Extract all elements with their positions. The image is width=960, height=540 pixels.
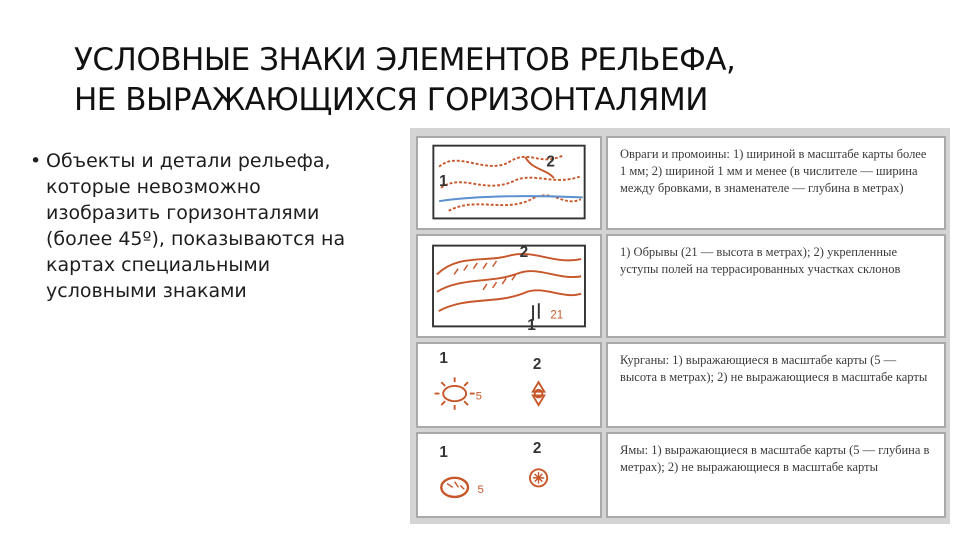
cliff-label-1: 1 [527, 317, 536, 335]
bullet-line: которые невозможно [46, 176, 261, 198]
bullet-line: (более 45º), показываются на [46, 228, 346, 250]
mound-description: Курганы: 1) выражающиеся в масштабе карты (5 — высота в метрах); 2) не выражающиеся в масштабе карты [606, 342, 946, 428]
mound-label-1: 1 [439, 350, 448, 368]
cliff-symbol-icon [418, 236, 600, 336]
pit-depth-label: 5 [477, 484, 484, 497]
cliff-symbol-image [416, 234, 602, 338]
pit-description: Ямы: 1) выражающиеся в масштабе карты (5 — глубина в метрах); 2) не выражающиеся в масштабе карты [606, 432, 946, 518]
bullet-line: условными знаками [46, 280, 247, 302]
ravine-label-1: 1 [439, 172, 448, 190]
relief-legend-table [410, 128, 950, 524]
bullet-paragraph [30, 148, 420, 304]
bullet-line: изобразить горизонталями [46, 202, 320, 224]
ravine-symbol-icon [418, 138, 600, 228]
slide-title-line-2: НЕ ВЫРАЖАЮЩИХСЯ ГОРИЗОНТАЛЯМИ [74, 82, 708, 118]
cliff-label-2: 2 [519, 244, 529, 262]
ravine-description: Овраги и промоины: 1) шириной в масштабе карты более 1 мм; 2) шириной 1 мм и менее (в числителе — ширина между бровками, в знаменателе — глубина в метрах) [606, 136, 946, 230]
legend-row-cliffs [416, 234, 946, 338]
pit-symbol-image [416, 432, 602, 518]
legend-row-pits [416, 432, 946, 518]
bullet-line: картах специальными [46, 254, 271, 276]
legend-row-mounds [416, 342, 946, 428]
cliff-height-label: 21 [550, 309, 564, 322]
mound-symbol-image [416, 342, 602, 428]
mound-height-label: 5 [475, 390, 483, 403]
mound-symbol-icon [418, 344, 600, 426]
cliff-description: 1) Обрывы (21 — высота в метрах); 2) укрепленные уступы полей на террасированных участках склонов [606, 234, 946, 338]
pit-symbol-icon [418, 434, 600, 516]
legend-row-ravines [416, 136, 946, 230]
bullet-marker: • [30, 150, 42, 172]
pit-label-1: 1 [439, 443, 448, 461]
ravine-label-2: 2 [546, 153, 555, 171]
mound-label-2: 2 [532, 355, 542, 373]
ravine-symbol-image [416, 136, 602, 230]
pit-label-2: 2 [532, 440, 542, 458]
slide-title-line-1: УСЛОВНЫЕ ЗНАКИ ЭЛЕМЕНТОВ РЕЛЬЕФА, [74, 42, 736, 78]
bullet-line: Объекты и детали рельефа, [46, 150, 331, 172]
slide-title [74, 40, 874, 120]
